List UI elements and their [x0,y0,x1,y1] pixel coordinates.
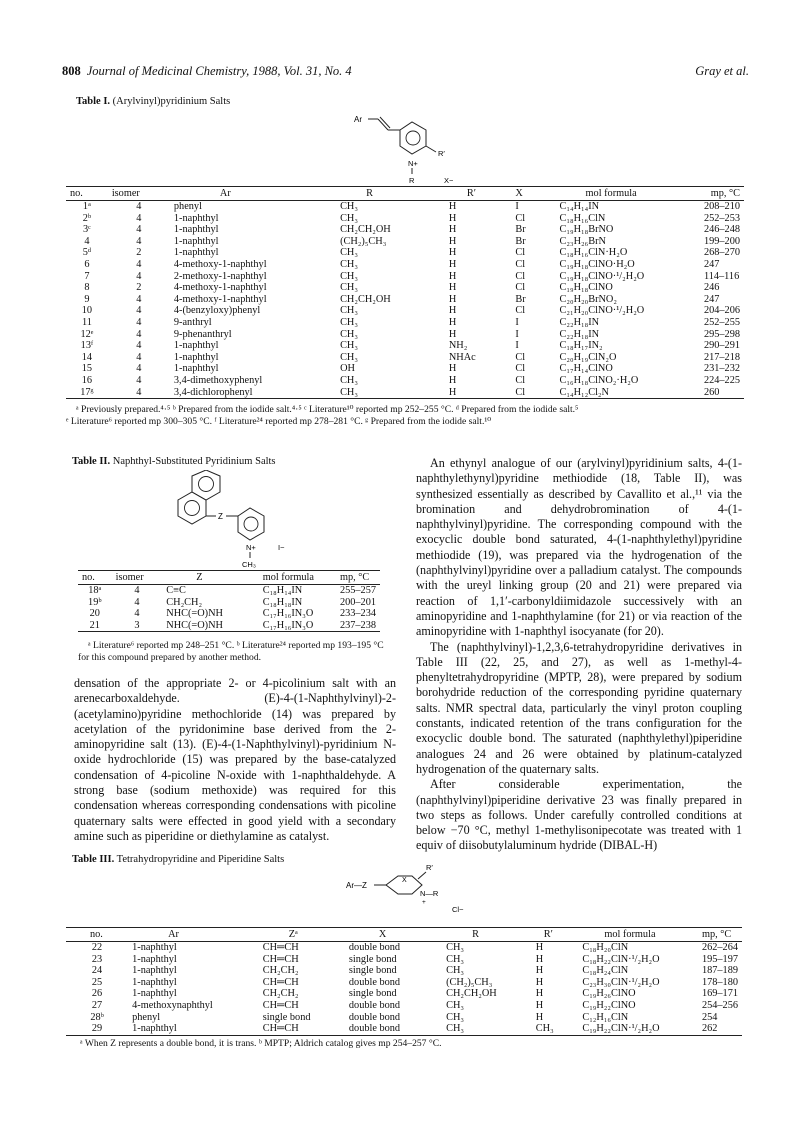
table2-header-row [78,571,380,585]
table1-label: Table I. [76,96,111,107]
table1-structure [352,108,492,186]
table3-title: Tetrahydropyridine and Piperidine Salts [116,854,285,865]
x-bond-label: X [402,877,407,884]
author-running-head: Gray et al. [695,64,749,78]
table1-caption [76,96,230,107]
table3-label: Table III. [72,854,115,865]
body-paragraph: densation of the appropriate 2- or 4-picolinium salt with an arenecarboxaldehyde. (E)-4-(1-Naphthylvinyl)-2-(acetylamino)pyridine methochloride (14) was prepared by acetylation of the pyridonimine base derived from the 2-aminopyridine salt (13). (E)-4-(1-Naphthylvinyl)-pyridinium N-oxide hydrochloride (15) was prepared by the base-catalyzed condensation of 4-picoline N-oxide with 1-naphthaldehyde. A strong base (sodium methoxide) was required for this condensation whereas corresponding condensations with picoline quaternary salts were effected in good yield with a secondary amine such as piperidine or diethylamine as catalyst. [74,676,396,843]
table1-col-rprime: R′ [445,187,512,201]
table1-col-ar: Ar [170,187,336,201]
table-row: 10 4 4-(benzyloxy)phenyl CH₃ H Cl C₂₁H₂₀ClNO·¹/₂H₂O 204–206 [81,305,740,317]
z-label: Z [218,512,223,521]
r-label: R [409,176,415,185]
table3-col-ar: Ar [128,928,259,942]
body-paragraph: An ethynyl analogue of our (arylvinyl)pyridinium salts, 4-(1-naphthylethynyl)pyridine methiodide (18, Table II), was synthesized essentially as described by Cavallito et al.,¹¹ via the bromination and dehydrobromination of 4-(1-naphthylvinyl)pyridine. The corresponding compound with the exocyclic double bond saturated, 4-(1-naphthylethyl)pyridine methiodide (19), was prepared via the hydrogenation of the (naphthylvinyl)pyridine over a palladium catalyst. The compounds with the ureyl linking group (20 and 21) were prepared via reaction of 1,1′-carbonyldiimidazole successively with an aminopyridine and 1-naphthylamine (for 21) or via reaction of the aminopyridine with 1-naphthyl isocyanate (for 20). [416,456,742,639]
table2-col-no: no. [78,571,112,585]
table2-structure [168,470,308,570]
table-row: 28ᵇ phenyl single bond double bond CH₃ H C₁₂H₁₆ClN 254 [90,1011,718,1023]
table1-col-x: X [511,187,555,201]
table-row: 20 4 NHC(=O)NH C₁₇H₁₆IN₃O 233–234 [89,608,376,620]
table1 [66,186,744,399]
r-prime-label: R′ [438,149,445,158]
n-plus-label: N+ [408,159,418,168]
page-number: 808 [62,64,81,78]
body-paragraph: The (naphthylvinyl)-1,2,3,6-tetrahydropyridine derivatives in Table III (22, 25, and 27), as well as 1-methyl-4-phenyltetrahydropyridine (MPTP, 28), were prepared by sodium borohydride reduction of the corresponding pyridine quaternary salts. NMR spectral data, particularly the vinyl proton coupling constants, indicated retention of the trans configuration for the exocyclic double bond. The saturated (naphthylethyl)piperidine analogues 24 and 26 were obtained by platinum-catalyzed hydrogenation of the quaternary salts. [416,639,742,776]
table-row: 8 2 4-methoxy-1-naphthyl CH₃ H Cl C₁₉H₁₈ClNO 246 [84,282,720,294]
table2 [78,570,380,632]
running-head [62,64,749,80]
table2-col-formula: mol formula [259,571,336,585]
n-plus-sign: + [422,899,426,906]
table-row: 17ᵍ 4 3,4-dichlorophenyl CH₃ H Cl C₁₄H₁₂Cl₂N 260 [66,387,744,399]
table2-col-z: Z [162,571,258,585]
table1-col-no: no. [66,187,108,201]
table1-header-row [66,187,744,201]
table-row: 12ᵉ 4 9-phenanthryl CH₃ H I C₂₂H₁₈IN 295–298 [80,328,740,340]
table-row: 22 1-naphthyl CH═CH double bond CH₃ H C₁₈H₂₀ClN 262–264 [91,942,738,953]
table-row: 9 4 4-methoxy-1-naphthyl CH₂CH₂OH H Br C₂₀H₂₀BrNO₂ 247 [84,293,720,305]
iodide-label: I− [278,543,285,552]
r-prime-label-3: R′ [426,863,433,872]
table-row: 16 4 3,4-dimethoxyphenyl CH₃ H Cl C₁₆H₁₈ClNO₂·H₂O 224–225 [81,374,740,386]
n-plus-label-2: N+ [246,543,256,552]
table3-footnote: ᵃ When Z represents a double bond, it is trans. ᵇ MPTP; Aldrich catalog gives mp 254–257 °C. [80,1038,442,1049]
n-r-label: N—R [420,889,439,898]
table-row: 15 4 1-naphthyl OH H Cl C₁₇H₁₄ClNO 231–232 [81,363,740,375]
table-row: 2ᵇ 4 1-naphthyl CH₃ H Cl C₁₈H₁₆ClN 252–253 [82,212,740,224]
body-paragraph: After considerable experimentation, the (naphthylvinyl)piperidine derivative 23 was finally prepared in two steps as follows. Under carefully controlled conditions at below −70 °C, methyl 1-methylisonipecotate was treated with 1 equiv of diisobutylaluminum hydride (DIBAL-H) [416,777,742,853]
table-row: 24 1-naphthyl CH₂CH₂ single bond CH₃ H C₁₈H₂₄ClN 187–189 [91,965,738,977]
table-row: 4 4 1-naphthyl (CH₂)₅CH₃ H Br C₂₃H₂₆BrN 199–200 [84,235,740,247]
table3 [66,927,742,1036]
table3-col-mp: mp, °C [698,928,742,942]
table-row: 11 4 9-anthryl CH₃ H I C₂₂H₁₈IN 252–255 [81,316,740,328]
methyl-label: CH₃ [242,560,256,569]
table1-footnote-line2: ᵉ Literature⁶ reported mp 300–305 °C. ᶠ Literature²⁴ reported mp 278–281 °C. ᵍ Prepared from the iodide salt.¹⁰ [66,416,492,427]
chloride-label: Cl− [452,905,464,914]
journal-citation: 808 Journal of Medicinal Chemistry, 1988, Vol. 31, No. 4 [62,64,352,78]
table-row: 23 1-naphthyl CH═CH single bond CH₃ H C₁₈H₂₂ClN·¹/₂H₂O 195–197 [91,953,738,965]
table1-col-mp: mp, °C [700,187,744,201]
table1-title: (Arylvinyl)pyridinium Salts [112,96,231,107]
table-row: 29 1-naphthyl CH═CH double bond CH₃ CH₃ C₁₉H₂₂ClN·¹/₂H₂O 262 [66,1023,742,1035]
table2-footnote: ᵃ Literature⁶ reported mp 248–251 °C. ᵇ Literature²⁴ reported mp 193–195 °C for this compound prepared by another method. [78,640,384,663]
table3-col-no: no. [66,928,128,942]
ar-z-label: Ar—Z [346,881,367,890]
table-row: 21 3 NHC(=O)NH C₁₇H₁₆IN₃O 237–238 [78,620,380,632]
table1-footnote-line1: ᵃ Previously prepared.⁴·⁵ ᵇ Prepared from the iodide salt.⁴·⁵ ᶜ Literature¹⁰ reported mp 252–255 °C. ᵈ Prepared from the iodide salt.⁵ [76,404,579,415]
x-minus-label: X− [444,176,454,185]
table2-col-mp: mp, °C [336,571,380,585]
table3-col-z: Zᵃ [259,928,345,942]
table3-caption [72,854,284,865]
table3-col-x: X [345,928,442,942]
table-row: 26 1-naphthyl CH₂CH₂ single bond CH₂CH₂OH H C₁₉H₂₆ClNO 169–171 [91,988,738,1000]
table-row: 14 4 1-naphthyl CH₃ NHAc Cl C₂₀H₁₉ClN₂O 217–218 [81,351,740,363]
left-column-text [74,676,396,844]
table-row: 18ᵃ 4 C≡C C₁₈H₁₄IN 255–257 [88,585,376,596]
table2-label: Table II. [72,456,111,467]
table3-header-row [66,928,742,942]
table3-structure [344,860,494,924]
table3-col-r: R [442,928,532,942]
table1-col-r: R [336,187,445,201]
ar-label: Ar [354,115,362,124]
table-row: 25 1-naphthyl CH═CH double bond (CH₂)₅CH₃ H C₂₃H₃₀ClN·¹/₂H₂O 178–180 [91,976,738,988]
table-row: 6 4 4-methoxy-1-naphthyl CH₃ H Cl C₁₉H₁₈ClNO·H₂O 247 [84,258,720,270]
table-row: 1ᵃ 4 phenyl CH₃ H I C₁₄H₁₄IN 208–210 [82,201,740,212]
right-column-text [416,456,742,854]
table1-col-isomer: isomer [108,187,170,201]
table2-title: Naphthyl-Substituted Pyridinium Salts [112,456,276,467]
table-row: 27 4-methoxynaphthyl CH═CH double bond CH₃ H C₁₉H₂₂ClNO 254–256 [91,999,738,1011]
table1-footnotes [66,404,756,428]
table-row: 13ᶠ 4 1-naphthyl CH₃ NH₂ I C₁₈H₁₇IN₂ 290–291 [80,340,740,352]
table1-col-formula: mol formula [556,187,700,201]
table2-caption [72,456,276,467]
table3-col-formula: mol formula [578,928,698,942]
table-row: 3ᶜ 4 1-naphthyl CH₂CH₂OH H Br C₁₉H₁₈BrNO 246–248 [83,224,740,236]
table-row: 7 4 2-methoxy-1-naphthyl CH₃ H Cl C₁₉H₁₈ClNO·¹/₂H₂O 114–116 [84,270,740,282]
table-row: 5ᵈ 2 1-naphthyl CH₃ H Cl C₁₈H₁₆ClN·H₂O 268–270 [82,247,740,259]
table2-col-isomer: isomer [112,571,163,585]
table-row: 19ᵇ 4 CH₂CH₂ C₁₈H₁₈IN 200–201 [88,596,376,608]
table3-col-rprime: R′ [532,928,579,942]
